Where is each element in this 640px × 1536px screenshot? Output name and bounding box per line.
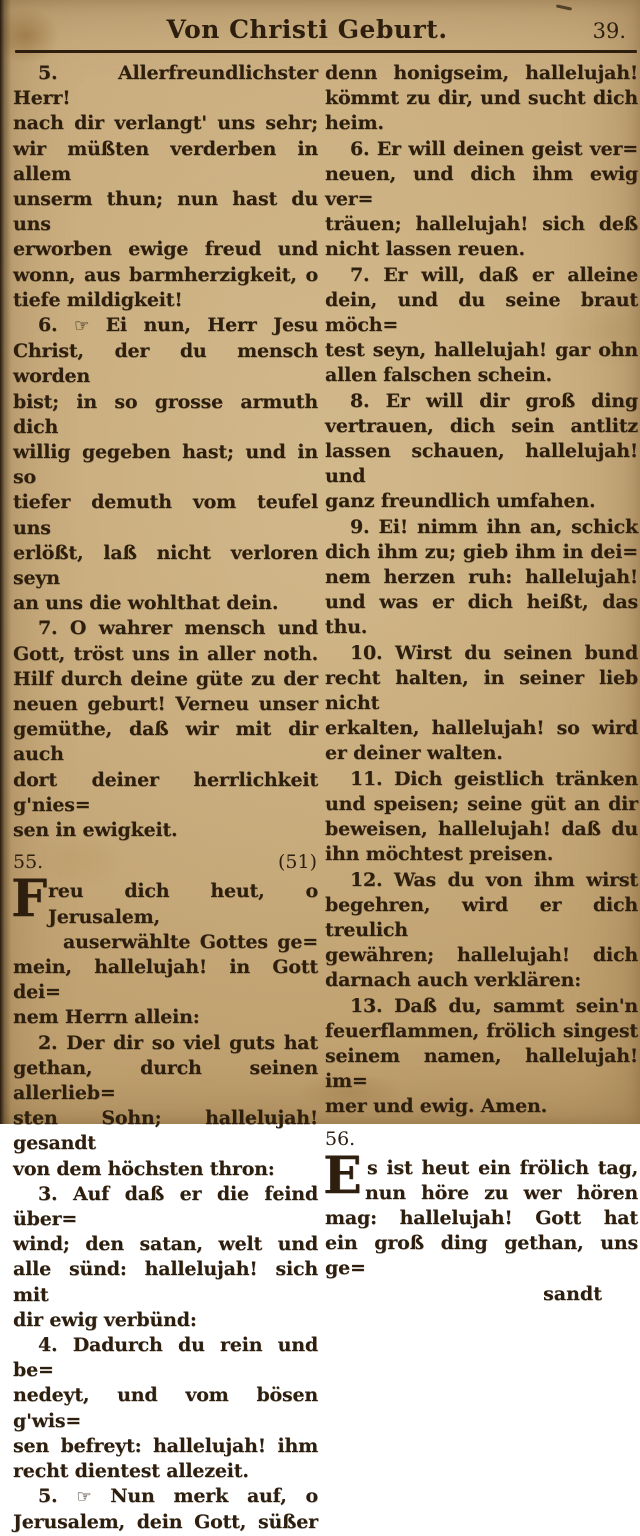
text-line: vertrauen, dich sein antlitz [325,414,638,437]
text-line: sten Sohn; hallelujah! gesandt [13,1107,318,1155]
right-column [323,61,638,1305]
text-line: 4. Dadurch du rein und be= [13,1333,318,1382]
text-line: 11. Dich geistlich tränken [350,767,638,790]
text-line: recht halten, in seiner lieb nicht [325,666,638,715]
left-column [11,61,318,1534]
text-columns [11,61,638,1534]
verse [13,61,318,313]
text-line: auserwählte Gottes ge= [63,930,318,953]
verse [13,1031,318,1182]
text-line: erkalten, hallelujah! so wird [325,717,638,740]
text-line: s ist heut ein frölich tag, [367,1156,638,1179]
text-line: mag: hallelujah! Gott hat [325,1206,638,1229]
text-line: Gott, tröst uns in aller noth. [13,642,318,665]
text-line: neuen, und dich ihm ewig ver= [325,162,638,211]
text-line: dein, und du seine braut möch= [325,288,638,337]
text-line: mein, hallelujah! in Gott dei= [13,955,318,1004]
text-line: Hilf durch deine güte zu der [13,667,318,690]
text-line: wind; den satan, welt und [13,1233,318,1256]
text-line: beweisen, hallelujah! daß du [325,818,638,841]
verse [325,641,638,767]
text-line: willig gegeben hast; und in so [13,441,318,489]
verse [325,515,638,641]
drop-cap: F [11,869,48,930]
text-line: mer und ewig. Amen. [325,1095,548,1118]
text-line: 7. Er will, daß er alleine [350,263,638,286]
text-line: 7. O wahrer mensch und [38,617,318,640]
text-line: er deiner walten. [325,742,503,765]
text-line: sen befreyt: hallelujah! ihm [13,1434,318,1457]
text-line: dich ihm zu; gieb ihm in dei= [325,540,638,563]
text-line: 5. Allerfreundlichster Herr! [13,62,318,110]
text-line: 12. Was du von ihm wirst [350,868,638,891]
manicule-icon: ☞ [76,1487,92,1508]
text-line: denn honigseim, hallelujah! [325,62,638,84]
gutter-shadow [0,0,11,1124]
text-line: ihn möchtest preisen. [325,843,554,866]
text-line: seinem namen, hallelujah! im= [325,1044,638,1093]
text-line: allen falschen schein. [325,364,552,387]
verse [11,869,318,1030]
text-line: 10. Wirst du seinen bund [350,641,638,664]
text-line: erworben ewige freud und [13,238,318,261]
text-line: ein groß ding gethan, uns ge= [325,1232,638,1280]
text-line: tiefer demuth vom teufel uns [13,491,318,539]
text-line: nem Herrn allein: [13,1006,200,1029]
text-line: bist; in so grosse armuth dich [13,390,318,438]
verse [323,1145,638,1282]
text-line: heim. [325,112,384,135]
text-line: 8. Er will dir groß ding [350,389,638,412]
text-line: wonn, aus barmherzigkeit, o [13,263,318,286]
verse [13,1484,318,1535]
text-line: wir müßten verderben in allem [13,137,318,185]
text-line: gemüthe, daß wir mit dir auch [13,718,318,766]
text-line: reu dich heut, o Jerusalem, [48,880,318,928]
text-line: recht dientest allezeit. [13,1459,249,1482]
page-number: 39. [592,19,626,43]
text-line: sen in ewigkeit. [13,819,178,842]
verse [325,389,638,515]
verse [325,868,638,994]
text-line: 9. Ei! nimm ihn an, schick [350,515,638,538]
text-line: gewähren; hallelujah! dich [325,944,638,967]
text-line: nach dir verlangt' uns sehr; [13,112,318,135]
text-line: und was er dich heißt, das thu. [325,591,638,639]
text-line: alle sünd: hallelujah! sich mit [13,1258,318,1306]
running-title: Von Christi Geburt. [166,15,448,44]
text-line: ganz freundlich umfahen. [325,490,596,513]
hymn-number-row [325,1128,637,1151]
verse [325,263,638,389]
verse [13,313,318,616]
hymn-tune-reference: (51) [277,851,317,874]
catchword: sandt [543,1282,602,1305]
page-header [0,0,640,48]
hymn-number: 55. [13,851,44,874]
drop-cap: E [323,1145,362,1206]
verse [13,1182,318,1333]
header-rule [15,50,637,53]
text-line: feuerflammen, frölich singest [325,1019,638,1042]
text-line: 13. Daß du, sammt sein'n [350,994,638,1017]
hymn-number: 56. [325,1127,356,1150]
manicule-icon: ☞ [74,316,90,337]
text-line: 6. ☞ Ei nun, Herr Jesu [38,314,318,337]
text-line: nun höre zu wer hören [365,1181,638,1204]
text-line: unserm thun; nun hast du uns [13,188,318,236]
text-line: lassen schauen, hallelujah! und [325,440,638,488]
text-line: 6. Er will deinen geist ver= [350,137,638,160]
text-line: nedeyt, und vom bösen g'wis= [13,1384,318,1432]
text-line: dir ewig verbünd: [13,1308,197,1331]
text-line: Jerusalem, dein Gott, süßer [13,1511,318,1534]
text-line: kömmt zu dir, und sucht dich [325,87,638,110]
verse [325,137,638,263]
hymn-number-row [13,851,317,874]
text-line: und speisen; seine güt an dir [325,792,638,815]
text-line: 3. Auf daß er die feind über= [13,1182,318,1230]
verse [13,1333,318,1484]
verse [325,61,638,137]
text-line: nem herzen ruh: hallelujah! [325,566,638,589]
text-line: neuen geburt! Verneu unser [13,693,318,716]
text-line: dort deiner herrlichkeit g'nies= [13,768,318,816]
text-line: 5. ☞ Nun merk auf, o [38,1485,318,1508]
text-line: 2. Der dir so viel guts hat [38,1031,318,1054]
text-line: test seyn, hallelujah! gar ohn [325,339,638,362]
text-line: begehren, wird er dich treulich [325,893,638,941]
text-line: tiefe mildigkeit! [13,288,183,311]
text-line: Christ, der du mensch worden [13,340,318,388]
text-line: darnach auch verklären: [325,969,582,992]
text-line: träuen; hallelujah! sich deß [325,213,638,236]
verse [325,994,638,1120]
text-line: erlößt, laß nicht verloren seyn [13,541,318,590]
text-line: nicht lassen reuen. [325,238,525,261]
verse [13,616,318,843]
text-line: von dem höchsten thron: [13,1157,275,1180]
verse [325,767,638,868]
text-line: gethan, durch seinen allerlieb= [13,1056,318,1104]
text-line: an uns die wohlthat dein. [13,592,279,615]
